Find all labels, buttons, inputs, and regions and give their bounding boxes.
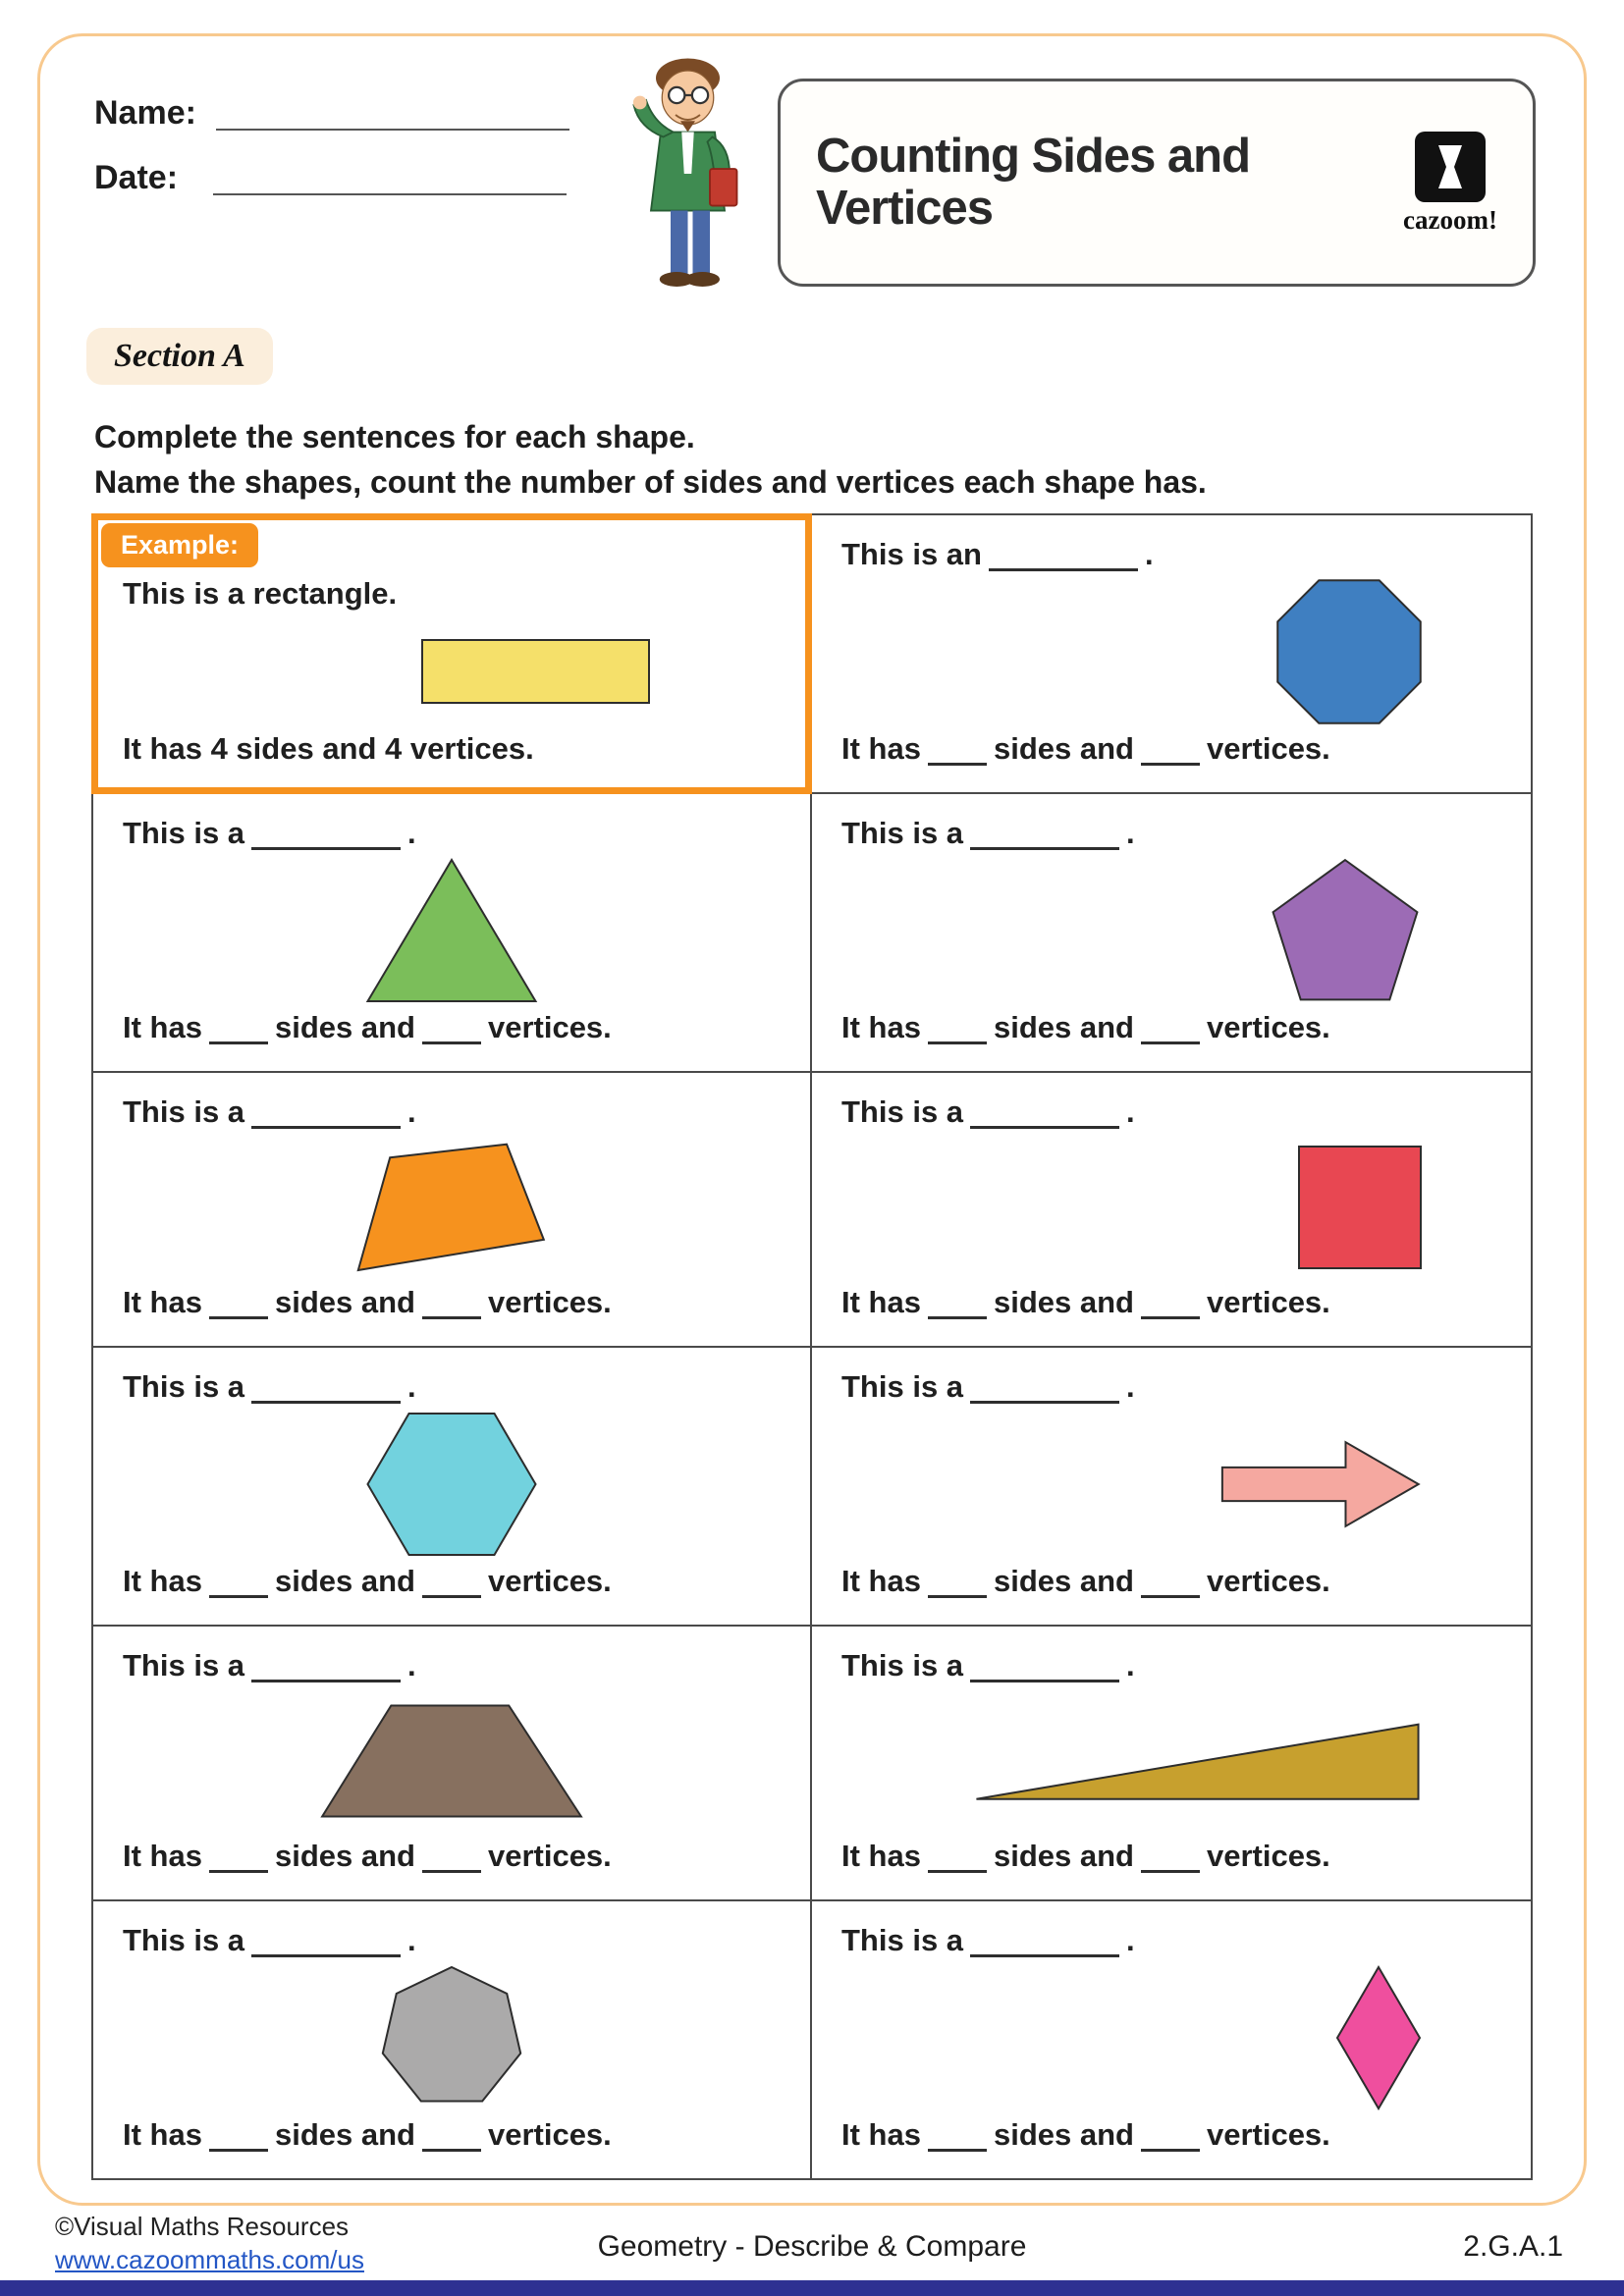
it-has-text: It has [841,1564,921,1598]
quadrilateral-shape [355,1142,548,1274]
prompt-text: This is a [841,1923,964,1957]
trapezoid-shape [317,1702,586,1820]
date-input-line[interactable] [213,160,567,195]
prompt-sentence [841,1648,1501,1683]
sides-blank[interactable] [928,1844,987,1873]
it-has-text: It has [841,731,921,766]
vertices-text: vertices. [487,1839,612,1873]
vertices-text: vertices. [1206,1839,1330,1873]
sides-blank[interactable] [209,1844,268,1873]
footer-standard-code: 2.G.A.1 [1463,2230,1563,2263]
it-has-text: It has [123,2117,202,2152]
prompt-sentence [841,1369,1501,1405]
cazoom-logo-icon [1414,131,1487,203]
worksheet-cell-arrow [812,1348,1531,1627]
name-label: Name: [94,94,196,132]
shape-area [841,1405,1501,1564]
period: . [1126,816,1135,850]
copyright-text: ©Visual Maths Resources [55,2212,350,2241]
sides-blank[interactable] [209,2123,268,2152]
answer-sentence [123,2117,781,2153]
worksheet-title: Counting Sides and Vertices [816,130,1251,235]
example-answer: It has 4 sides and 4 vertices. [123,731,534,766]
vertices-text: vertices. [487,2117,612,2152]
sides-and-text: sides and [993,1285,1134,1319]
shape-area [123,851,781,1010]
sides-blank[interactable] [928,2123,987,2152]
prompt-text: This is a [123,1369,245,1404]
it-has-text: It has [841,1010,921,1044]
shape-area [841,851,1501,1010]
prompt-text: This is a [841,1648,964,1682]
it-has-text: It has [123,1564,202,1598]
prompt-text: This is an [841,537,982,571]
date-label: Date: [94,159,179,196]
name-row [94,94,569,133]
shape-area [841,1130,1501,1285]
shape-area [841,1683,1501,1839]
it-has-text: It has [841,1285,921,1319]
it-has-text: It has [841,2117,921,2152]
prompt-text: This is a [123,1648,245,1682]
shape-area [123,1683,781,1839]
vertices-text: vertices. [1206,1564,1330,1598]
answer-sentence [841,731,1501,767]
shape-name-blank[interactable] [970,1929,1119,1957]
prompt-text: This is a [123,1923,245,1957]
vertices-text: vertices. [1206,731,1330,766]
period: . [1126,1923,1135,1957]
sides-and-text: sides and [274,1564,415,1598]
worksheet-cell-pentagon [812,794,1531,1073]
shape-area [123,1958,781,2117]
prompt-sentence [123,1095,781,1130]
sides-blank[interactable] [928,1291,987,1319]
triangle-shape [363,857,540,1004]
vertices-blank[interactable] [1141,737,1200,766]
sides-blank[interactable] [209,1570,268,1598]
title-box [778,79,1536,287]
instruction-line-2: Name the shapes, count the number of sides and vertices each shape has. [94,464,1207,501]
shape-name-blank[interactable] [251,822,401,850]
period: . [407,1923,416,1957]
vertices-blank[interactable] [1141,2123,1200,2152]
vertices-text: vertices. [1206,1285,1330,1319]
shape-name-blank[interactable] [970,1375,1119,1404]
worksheet-cell-square [812,1073,1531,1348]
vertices-blank[interactable] [422,1016,481,1044]
sides-and-text: sides and [274,1285,415,1319]
vertices-blank[interactable] [1141,1016,1200,1044]
sides-blank[interactable] [928,1016,987,1044]
shape-name-blank[interactable] [970,822,1119,850]
it-has-text: It has [123,1010,202,1044]
footer-brand-bar [0,2280,1624,2296]
worksheet-cell-quadrilateral [93,1073,812,1348]
sides-blank[interactable] [209,1291,268,1319]
sides-and-text: sides and [993,1010,1134,1044]
vertices-text: vertices. [487,1010,612,1044]
prompt-text: This is a [841,1369,964,1404]
right-triangle-shape [972,1719,1423,1803]
vertices-text: vertices. [1206,2117,1330,2152]
sides-and-text: sides and [993,731,1134,766]
shape-name-blank[interactable] [970,1100,1119,1129]
shape-name-blank[interactable] [989,543,1138,571]
vertices-blank[interactable] [422,2123,481,2152]
cazoom-logo-text: cazoom! [1403,204,1497,235]
answer-sentence [841,2117,1501,2153]
period: . [407,816,416,850]
prompt-sentence [123,1923,781,1958]
pentagon-shape [1268,857,1423,1004]
vertices-blank[interactable] [1141,1291,1200,1319]
sides-blank[interactable] [928,737,987,766]
shape-name-blank[interactable] [251,1654,401,1682]
it-has-text: It has [841,1839,921,1873]
arrow-shape [1219,1435,1423,1533]
answer-sentence [123,1285,781,1320]
prompt-sentence [123,1369,781,1405]
prompt-sentence [123,816,781,851]
shape-area [123,1405,781,1564]
prompt-sentence [841,537,1501,572]
shape-area [841,1958,1501,2117]
rectangle-shape [420,638,651,705]
it-has-text: It has [123,1285,202,1319]
teacher-illustration [617,51,764,301]
shape-name-blank[interactable] [251,1375,401,1404]
worksheet-cell-trapezoid [93,1627,812,1901]
worksheet-cell-heptagon [93,1901,812,2178]
answer-sentence [123,1564,781,1599]
prompt-sentence [841,1095,1501,1130]
vertices-text: vertices. [487,1564,612,1598]
vertices-text: vertices. [487,1285,612,1319]
square-shape [1297,1145,1423,1270]
sides-and-text: sides and [993,1564,1134,1598]
vertices-blank[interactable] [422,1291,481,1319]
date-row [94,159,567,197]
answer-sentence [123,1010,781,1045]
sides-and-text: sides and [993,1839,1134,1873]
period: . [407,1095,416,1129]
vertices-blank[interactable] [422,1570,481,1598]
sides-and-text: sides and [993,2117,1134,2152]
prompt-text: This is a [841,1095,964,1129]
worksheet-cell-hexagon [93,1348,812,1627]
shape-name-blank[interactable] [251,1929,401,1957]
cazoom-logo [1403,131,1497,236]
worksheet-table [91,513,1533,2180]
shape-area [841,572,1501,731]
period: . [1126,1369,1135,1404]
worksheet-cell-rhombus [812,1901,1531,2178]
hexagon-shape [363,1411,540,1558]
answer-sentence [841,1839,1501,1874]
rhombus-shape [1334,1964,1423,2111]
prompt-text: This is a [841,816,964,850]
shape-area [123,1130,781,1285]
sides-blank[interactable] [928,1570,987,1598]
instruction-line-1: Complete the sentences for each shape. [94,419,695,454]
prompt-text: This is a [123,1095,245,1129]
prompt-sentence [841,1923,1501,1958]
vertices-blank[interactable] [1141,1844,1200,1873]
answer-sentence [841,1285,1501,1320]
name-input-line[interactable] [216,95,569,131]
answer-sentence [123,1839,781,1874]
sides-blank[interactable] [209,1016,268,1044]
worksheet-cell-example [93,515,812,794]
worksheet-cell-octagon [812,515,1531,794]
sides-and-text: sides and [274,1839,415,1873]
heptagon-shape [378,1964,525,2111]
footer-link[interactable]: www.cazoommaths.com/us [55,2244,364,2274]
prompt-sentence [841,816,1501,851]
section-a-heading: Section A [86,328,273,385]
prompt-text: This is a [123,816,245,850]
shape-name-blank[interactable] [251,1100,401,1129]
period: . [1144,537,1154,571]
period: . [407,1648,416,1682]
footer-topic: Geometry - Describe & Compare [597,2230,1027,2263]
period: . [407,1369,416,1404]
period: . [1126,1095,1135,1129]
sides-and-text: sides and [274,2117,415,2152]
worksheet-cell-triangle [93,794,812,1073]
shape-name-blank[interactable] [970,1654,1119,1682]
worksheet-cell-right-triangle [812,1627,1531,1901]
example-sentence: This is a rectangle. [123,576,398,611]
octagon-shape [1275,578,1423,725]
vertices-blank[interactable] [422,1844,481,1873]
period: . [1126,1648,1135,1682]
instructions [94,414,1207,506]
answer-sentence [841,1564,1501,1599]
it-has-text: It has [123,1839,202,1873]
vertices-blank[interactable] [1141,1570,1200,1598]
answer-sentence [841,1010,1501,1045]
sides-and-text: sides and [274,1010,415,1044]
vertices-text: vertices. [1206,1010,1330,1044]
prompt-sentence [123,1648,781,1683]
shape-area [123,612,781,731]
example-tag: Example: [101,523,258,567]
